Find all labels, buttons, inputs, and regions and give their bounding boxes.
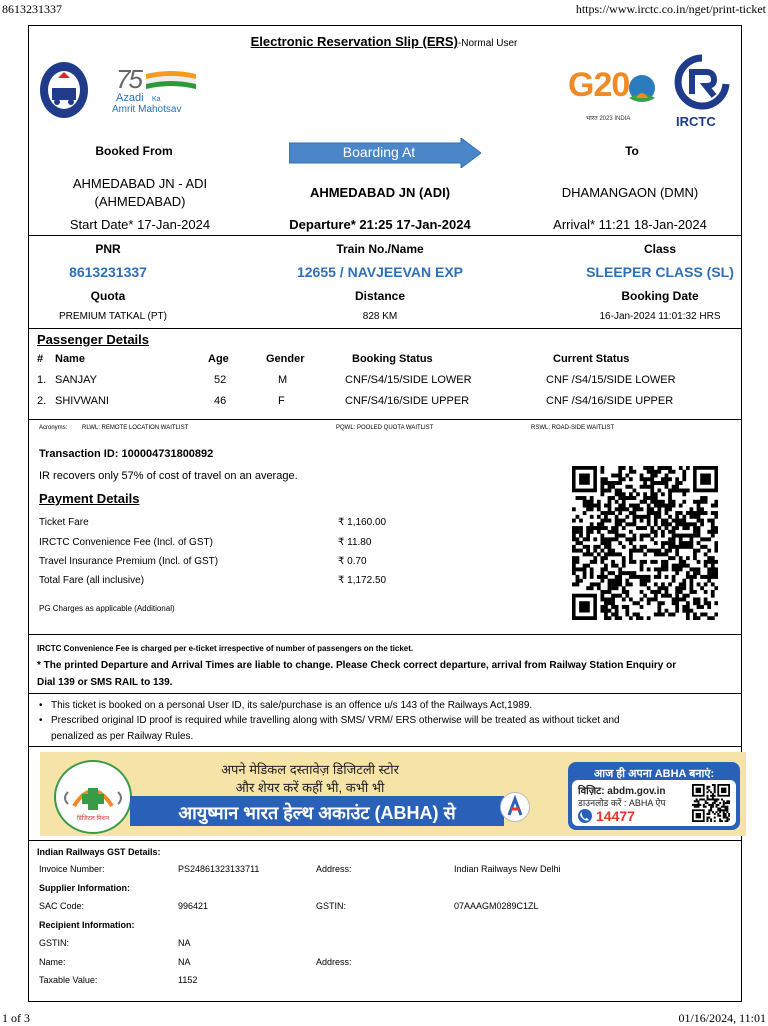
col-current-status: Current Status (553, 353, 630, 365)
fare-value: ₹ 1,160.00 (338, 517, 387, 528)
acronym-rswl: RSWL: ROAD-SIDE WAITLIST (531, 425, 615, 431)
transaction-id: Transaction ID: 100004731800892 (39, 448, 214, 460)
abha-headline: आयुष्मान भारत हेल्थ अकाउंट (ABHA) से (178, 803, 456, 823)
abha-app-icon (500, 792, 530, 822)
abha-line2: और शेयर करें कहीं भी, कभी भी (235, 780, 385, 795)
divider (28, 746, 742, 747)
personal-id-note: This ticket is booked on a personal User ID, its sale/purchase is an offence u/s 143 of the Railways Act,1989. (51, 700, 533, 711)
qr-code-icon (692, 784, 730, 822)
pg-charges-note: PG Charges as applicable (Additional) (39, 604, 175, 613)
irctc-text: IRCTC (676, 114, 716, 129)
distance-label: Distance (354, 289, 406, 303)
recovery-note: IR recovers only 57% of cost of travel on an average. (39, 470, 298, 482)
ers-title-text: Electronic Reservation Slip (ERS) (250, 34, 458, 49)
abha-banner[interactable] (40, 752, 746, 836)
bullet-icon: • (39, 715, 43, 726)
col-booking-status: Booking Status (352, 353, 433, 365)
print-footer-timestamp: 01/16/2024, 11:01 (678, 1011, 766, 1025)
taxable-value: 1152 (178, 975, 198, 985)
passenger-age: 46 (214, 395, 227, 407)
qr-code-icon (572, 466, 718, 620)
g20-text: G20 (568, 66, 630, 104)
printed-times-note-cont: Dial 139 or SMS RAIL to 139. (37, 677, 173, 688)
passenger-current-status: CNF /S4/16/SIDE UPPER (546, 395, 674, 407)
col-index: # (37, 353, 44, 365)
to-label: To (625, 144, 639, 158)
train-value: 12655 / NAVJEEVAN EXP (296, 264, 463, 280)
amrit-mahotsav: Amrit Mahotsav (112, 104, 182, 115)
divider (28, 419, 742, 420)
abha-cta: आज ही अपना ABHA बनाएं: (593, 768, 715, 780)
address-label: Address: (316, 864, 352, 874)
table-row (37, 395, 737, 409)
distance-value: 828 KM (362, 311, 398, 322)
sac-label: SAC Code: (39, 901, 85, 911)
passenger-details-title: Passenger Details (37, 332, 150, 347)
recipient-address-label: Address: (316, 957, 352, 967)
abha-qr-code (692, 784, 730, 822)
from-station (40, 175, 240, 211)
convenience-fee-note: IRCTC Convenience Fee is charged per e-ticket irrespective of number of passengers on the ticket. (37, 644, 414, 653)
irctc-emblem-icon (672, 54, 732, 110)
divider (28, 235, 742, 236)
gstin-label: GSTIN: (316, 901, 347, 911)
recipient-title: Recipient Information: (39, 920, 135, 930)
departure-time: Departure* 21:25 17-Jan-2024 (289, 217, 471, 232)
gst-title: Indian Railways GST Details: (37, 847, 161, 857)
payment-details-title: Payment Details (39, 491, 140, 506)
passenger-index: 2. (37, 395, 47, 407)
pnr-value: 8613231337 (69, 264, 147, 280)
divider (28, 840, 742, 841)
ers-subtitle: -Normal User (457, 38, 518, 49)
recipient-name-label: Name: (39, 957, 66, 967)
passenger-name: SANJAY (55, 374, 97, 386)
fare-value: ₹ 0.70 (338, 556, 367, 567)
g20-lotus-globe-icon (624, 72, 660, 108)
supplier-title: Supplier Information: (39, 883, 130, 893)
passenger-current-status: CNF /S4/15/SIDE LOWER (546, 374, 676, 386)
flag-wave-icon (146, 70, 196, 90)
destination-station: DHAMANGAON (DMN) (561, 185, 699, 200)
fare-label: Ticket Fare (39, 517, 89, 528)
passenger-table-header (37, 353, 737, 367)
table-row (37, 374, 737, 388)
abha-download: डाउनलोड करें : ABHA ऐप (578, 798, 666, 808)
ers-title (0, 33, 768, 51)
divider (28, 693, 742, 694)
phone-icon (578, 809, 592, 823)
booked-from-label: Booked From (95, 144, 173, 158)
passenger-gender: F (278, 395, 285, 407)
class-value: SLEEPER CLASS (SL) (586, 264, 734, 280)
azadi-75: 75 (116, 64, 141, 94)
recipient-gstin-label: GSTIN: (39, 938, 70, 948)
passenger-age: 52 (214, 374, 227, 386)
id-proof-note: Prescribed original ID proof is required while travelling along with SMS/ VRM/ ERS otherwise will be treated as without ticket and (51, 715, 620, 726)
passenger-booking-status: CNF/S4/16/SIDE UPPER (345, 395, 470, 407)
azadi-ka-amrit-mahotsav-logo (112, 64, 202, 122)
col-name: Name (55, 353, 85, 365)
azadi-word: Azadi (116, 92, 144, 104)
g20-subtitle: भारत 2023 INDIA (586, 116, 631, 122)
abha-line1: अपने मेडिकल दस्तावेज़ डिजिटली स्टोर (221, 762, 399, 777)
abha-cta-box (568, 762, 740, 830)
acronym-rlwl: RLWL: REMOTE LOCATION WAITLIST (82, 425, 189, 431)
print-header-url[interactable]: https://www.irctc.co.in/nget/print-ticket (575, 2, 766, 16)
abha-headline-bar (130, 796, 504, 826)
logo-caption: डिजिटल मिशन (76, 816, 110, 822)
azadi-ka: Ka (152, 96, 161, 103)
train-label: Train No./Name (336, 242, 424, 256)
fare-value: ₹ 11.80 (338, 537, 372, 548)
boarding-at-arrow (289, 138, 481, 168)
acronyms-label: Acronyms: (39, 425, 68, 431)
printed-times-note: * The printed Departure and Arrival Times are liable to change. Please Check correct departure, arrival from Railway Station Enquiry or (37, 660, 677, 671)
from-station-city: (AHMEDABAD) (94, 194, 186, 209)
from-station-name: AHMEDABAD JN - ADI (72, 176, 208, 191)
abha-phone: 14477 (596, 808, 635, 824)
id-proof-note-cont: penalized as per Railway Rules. (51, 731, 194, 742)
g20-logo (566, 66, 666, 126)
quota-label: Quota (90, 289, 126, 303)
passenger-gender: M (278, 374, 288, 386)
digital-mission-logo (54, 760, 132, 834)
ticket-qr-code (572, 466, 718, 620)
print-footer-page-count: 1 of 3 (2, 1011, 30, 1025)
start-date: Start Date* 17-Jan-2024 (69, 217, 211, 232)
boarding-station: AHMEDABAD JN (ADI) (309, 185, 451, 200)
indian-railways-logo (38, 60, 90, 120)
recipient-name-value: NA (178, 957, 191, 967)
gstin-value: 07AAAGM0289C1ZL (454, 901, 539, 911)
divider (28, 634, 742, 635)
bullet-icon: • (39, 700, 43, 711)
fare-value: ₹ 1,172.50 (338, 575, 387, 586)
fare-label: IRCTC Convenience Fee (Incl. of GST) (39, 537, 213, 548)
print-header-page-id: 8613231337 (2, 2, 62, 16)
divider (28, 328, 742, 329)
abha-visit[interactable]: विज़िट: abdm.gov.in (578, 786, 666, 797)
passenger-name: SHIVWANI (55, 395, 109, 407)
recipient-gstin-value: NA (178, 938, 191, 948)
address-value: Indian Railways New Delhi (454, 864, 561, 874)
invoice-label: Invoice Number: (39, 864, 105, 874)
invoice-value: PS24861323133711 (178, 864, 260, 874)
passenger-index: 1. (37, 374, 47, 386)
booking-date-value: 16-Jan-2024 11:01:32 HRS (599, 311, 721, 322)
class-label: Class (643, 242, 677, 256)
fare-label: Travel Insurance Premium (Incl. of GST) (39, 556, 219, 567)
fare-label: Total Fare (all inclusive) (39, 575, 145, 586)
pnr-label: PNR (95, 242, 121, 256)
col-age: Age (208, 353, 229, 365)
col-gender: Gender (266, 353, 305, 365)
abha-cta-inner (572, 780, 736, 826)
sac-value: 996421 (178, 901, 209, 911)
taxable-value-label: Taxable Value: (39, 975, 98, 985)
acronym-pqwl: PQWL: POOLED QUOTA WAITLIST (336, 425, 434, 431)
arrival-time: Arrival* 11:21 18-Jan-2024 (553, 217, 707, 232)
booking-date-label: Booking Date (621, 289, 699, 303)
irctc-logo (672, 54, 732, 132)
quota-value: PREMIUM TATKAL (PT) (59, 311, 167, 322)
boarding-at-label: Boarding At (342, 144, 416, 160)
passenger-booking-status: CNF/S4/15/SIDE LOWER (345, 374, 472, 386)
